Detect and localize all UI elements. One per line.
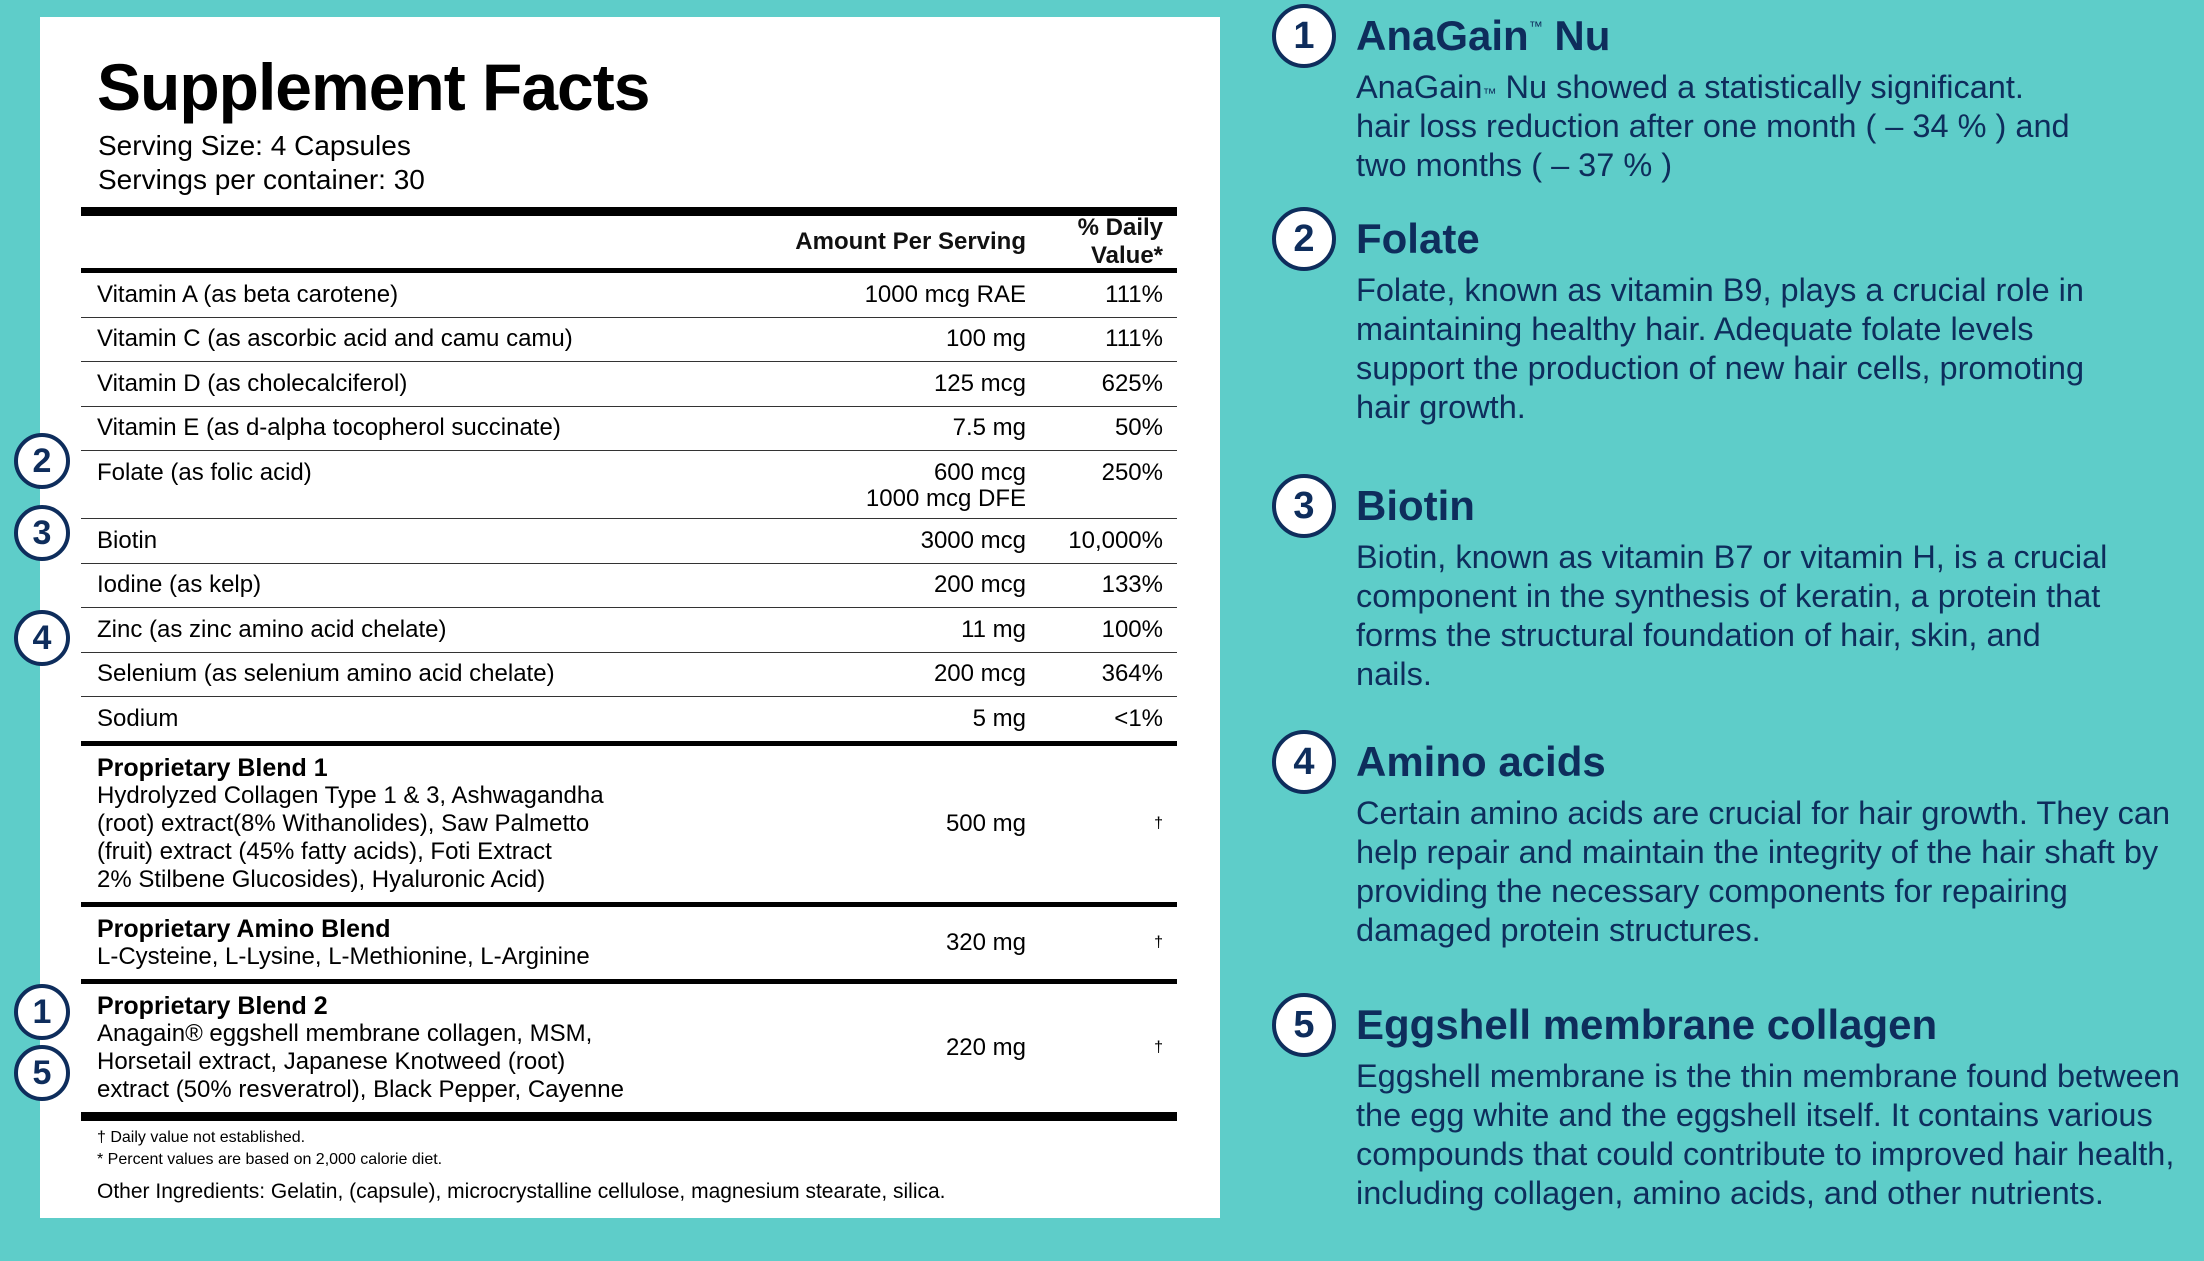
- row-name: Biotin: [97, 526, 158, 554]
- benefit-title: AnaGain™ Nu: [1356, 12, 1611, 59]
- supplement-facts-panel: [40, 17, 1220, 1218]
- other-ingredients: Other Ingredients: Gelatin, (capsule), microcrystalline cellulose, magnesium stearate, silica.: [97, 1180, 946, 1203]
- blend-daily-value: †: [1154, 1038, 1163, 1056]
- row-name: Folate (as folic acid): [97, 459, 312, 486]
- row-daily-value: 50%: [1114, 414, 1163, 442]
- blend-row: [81, 746, 1177, 907]
- row-daily-value: 625%: [1101, 369, 1163, 397]
- row-daily-value: 250%: [1101, 459, 1163, 486]
- row-name: Vitamin E (as d-alpha tocopherol succinate): [97, 414, 561, 442]
- table-row: [81, 318, 1177, 363]
- benefit-number-badge: 5: [1272, 993, 1336, 1057]
- row-daily-value: 10,000%: [1068, 526, 1163, 554]
- blend-ingredient-line: Hydrolyzed Collagen Type 1 & 3, Ashwagandha: [97, 781, 604, 809]
- table-row: [81, 653, 1177, 698]
- row-amount: 7.5 mg: [952, 414, 1026, 442]
- benefit-title: Eggshell membrane collagen: [1356, 1001, 1938, 1048]
- benefit-description: Certain amino acids are crucial for hair growth. They can help repair and maintain the integrity of the hair shaft by providing the necessary components for repairing damaged protein structures.: [1356, 795, 2171, 948]
- serving-size: Serving Size: 4 Capsules: [98, 130, 411, 161]
- marker-2-badge: 2: [14, 433, 70, 489]
- table-row: [81, 519, 1177, 564]
- table-row: [81, 608, 1177, 653]
- row-name: Vitamin A (as beta carotene): [97, 280, 399, 308]
- row-amount: 3000 mcg: [920, 526, 1026, 554]
- table-row: [81, 407, 1177, 452]
- footnote-asterisk: * Percent values are based on 2,000 calorie diet.: [97, 1151, 443, 1168]
- blend-row: [81, 984, 1177, 1121]
- trademark-symbol: ™: [1482, 85, 1497, 101]
- blend-ingredient-line: (root) extract(8% Withanolides), Saw Palmetto: [97, 809, 590, 837]
- blend-amount: 320 mg: [945, 928, 1026, 956]
- table-row: [81, 451, 1177, 519]
- benefit-description: Eggshell membrane is the thin membrane found between the egg white and the eggshell itself. It contains various compounds that could contribute to improved hair health, including collagen, amino acids, and other nutrients.: [1356, 1058, 2180, 1211]
- table-header: [81, 216, 1177, 273]
- marker-3-badge: 3: [14, 505, 70, 561]
- trademark-symbol: ™: [1528, 18, 1543, 34]
- row-amount-line: 1000 mcg DFE: [865, 485, 1026, 512]
- row-amount: 5 mg: [972, 704, 1026, 732]
- row-name: Vitamin C (as ascorbic acid and camu camu): [97, 325, 573, 353]
- row-daily-value: 133%: [1101, 571, 1163, 599]
- row-daily-value: 100%: [1101, 615, 1163, 643]
- blend-title: Proprietary Amino Blend: [97, 914, 391, 943]
- serving-info: [98, 129, 425, 197]
- blend-ingredient-line: Anagain® eggshell membrane collagen, MSM,: [97, 1019, 593, 1047]
- row-daily-value: 111%: [1105, 280, 1163, 308]
- blend-daily-value: †: [1154, 814, 1163, 832]
- facts-table: [81, 207, 1177, 1121]
- table-row: [81, 564, 1177, 609]
- panel-title: Supplement Facts: [97, 50, 650, 124]
- row-amount-line: 600 mcg: [933, 459, 1026, 486]
- blend-ingredient-line: Horsetail extract, Japanese Knotweed (root): [97, 1047, 566, 1075]
- row-amount: [701, 460, 1026, 512]
- footnote-dagger: † Daily value not established.: [97, 1129, 306, 1146]
- benefit-number-badge: 3: [1272, 474, 1336, 538]
- blend-ingredient-line: 2% Stilbene Glucosides), Hyaluronic Acid): [97, 865, 546, 893]
- marker-1-badge: 1: [14, 984, 70, 1040]
- row-name: Vitamin D (as cholecalciferol): [97, 369, 408, 397]
- row-daily-value: <1%: [1114, 704, 1163, 732]
- row-name: Selenium (as selenium amino acid chelate): [97, 660, 555, 688]
- row-name: Zinc (as zinc amino acid chelate): [97, 615, 447, 643]
- marker-5-badge: 5: [14, 1045, 70, 1101]
- row-name: Iodine (as kelp): [97, 571, 262, 599]
- benefit-title: Biotin: [1356, 482, 1475, 529]
- servings-per-container: Servings per container: 30: [98, 164, 425, 195]
- benefit-number-badge: 4: [1272, 730, 1336, 794]
- marker-4-badge: 4: [14, 610, 70, 666]
- header-daily-value: % Daily Value*: [1077, 214, 1163, 269]
- table-row: [81, 362, 1177, 407]
- row-amount: 200 mcg: [933, 571, 1026, 599]
- blend-ingredient-line: L-Cysteine, L-Lysine, L-Methionine, L-Arginine: [97, 942, 590, 970]
- row-daily-value: 111%: [1105, 325, 1163, 353]
- table-row: [81, 273, 1177, 318]
- benefit-title: Amino acids: [1356, 738, 1606, 785]
- blend-ingredient-line: (fruit) extract (45% fatty acids), Foti Extract: [97, 837, 552, 865]
- benefit-number-badge: 2: [1272, 207, 1336, 271]
- row-amount: 125 mcg: [933, 369, 1026, 397]
- row-amount: 1000 mcg RAE: [864, 280, 1026, 308]
- blend-row: [81, 907, 1177, 984]
- row-amount: 11 mg: [961, 615, 1026, 643]
- benefit-description: AnaGain™ Nu showed a statistically significant. hair loss reduction after one month ( – 34 % ) and two months ( – 37 % ): [1356, 69, 2070, 183]
- benefit-title: Folate: [1356, 215, 1480, 262]
- benefit-description: Biotin, known as vitamin B7 or vitamin H, is a crucial component in the synthesis of keratin, a protein that forms the structural foundation of hair, skin, and nails.: [1356, 539, 2108, 692]
- row-name: Sodium: [97, 704, 179, 732]
- blend-title: Proprietary Blend 1: [97, 753, 328, 782]
- header-amount: Amount Per Serving: [795, 228, 1026, 255]
- benefit-number-badge: 1: [1272, 4, 1336, 68]
- blend-ingredient-line: extract (50% resveratrol), Black Pepper, Cayenne: [97, 1075, 624, 1103]
- benefit-description: Folate, known as vitamin B9, plays a crucial role in maintaining healthy hair. Adequate folate levels support the production of new hair cells, promoting hair growth.: [1356, 272, 2085, 425]
- blend-title: Proprietary Blend 2: [97, 991, 328, 1020]
- row-daily-value: 364%: [1101, 660, 1163, 688]
- blend-amount: 500 mg: [945, 809, 1026, 837]
- row-amount: 100 mg: [945, 325, 1026, 353]
- blend-daily-value: †: [1154, 933, 1163, 951]
- blend-amount: 220 mg: [945, 1033, 1026, 1061]
- table-row: [81, 697, 1177, 746]
- footnotes: [97, 1127, 442, 1171]
- row-amount: 200 mcg: [933, 660, 1026, 688]
